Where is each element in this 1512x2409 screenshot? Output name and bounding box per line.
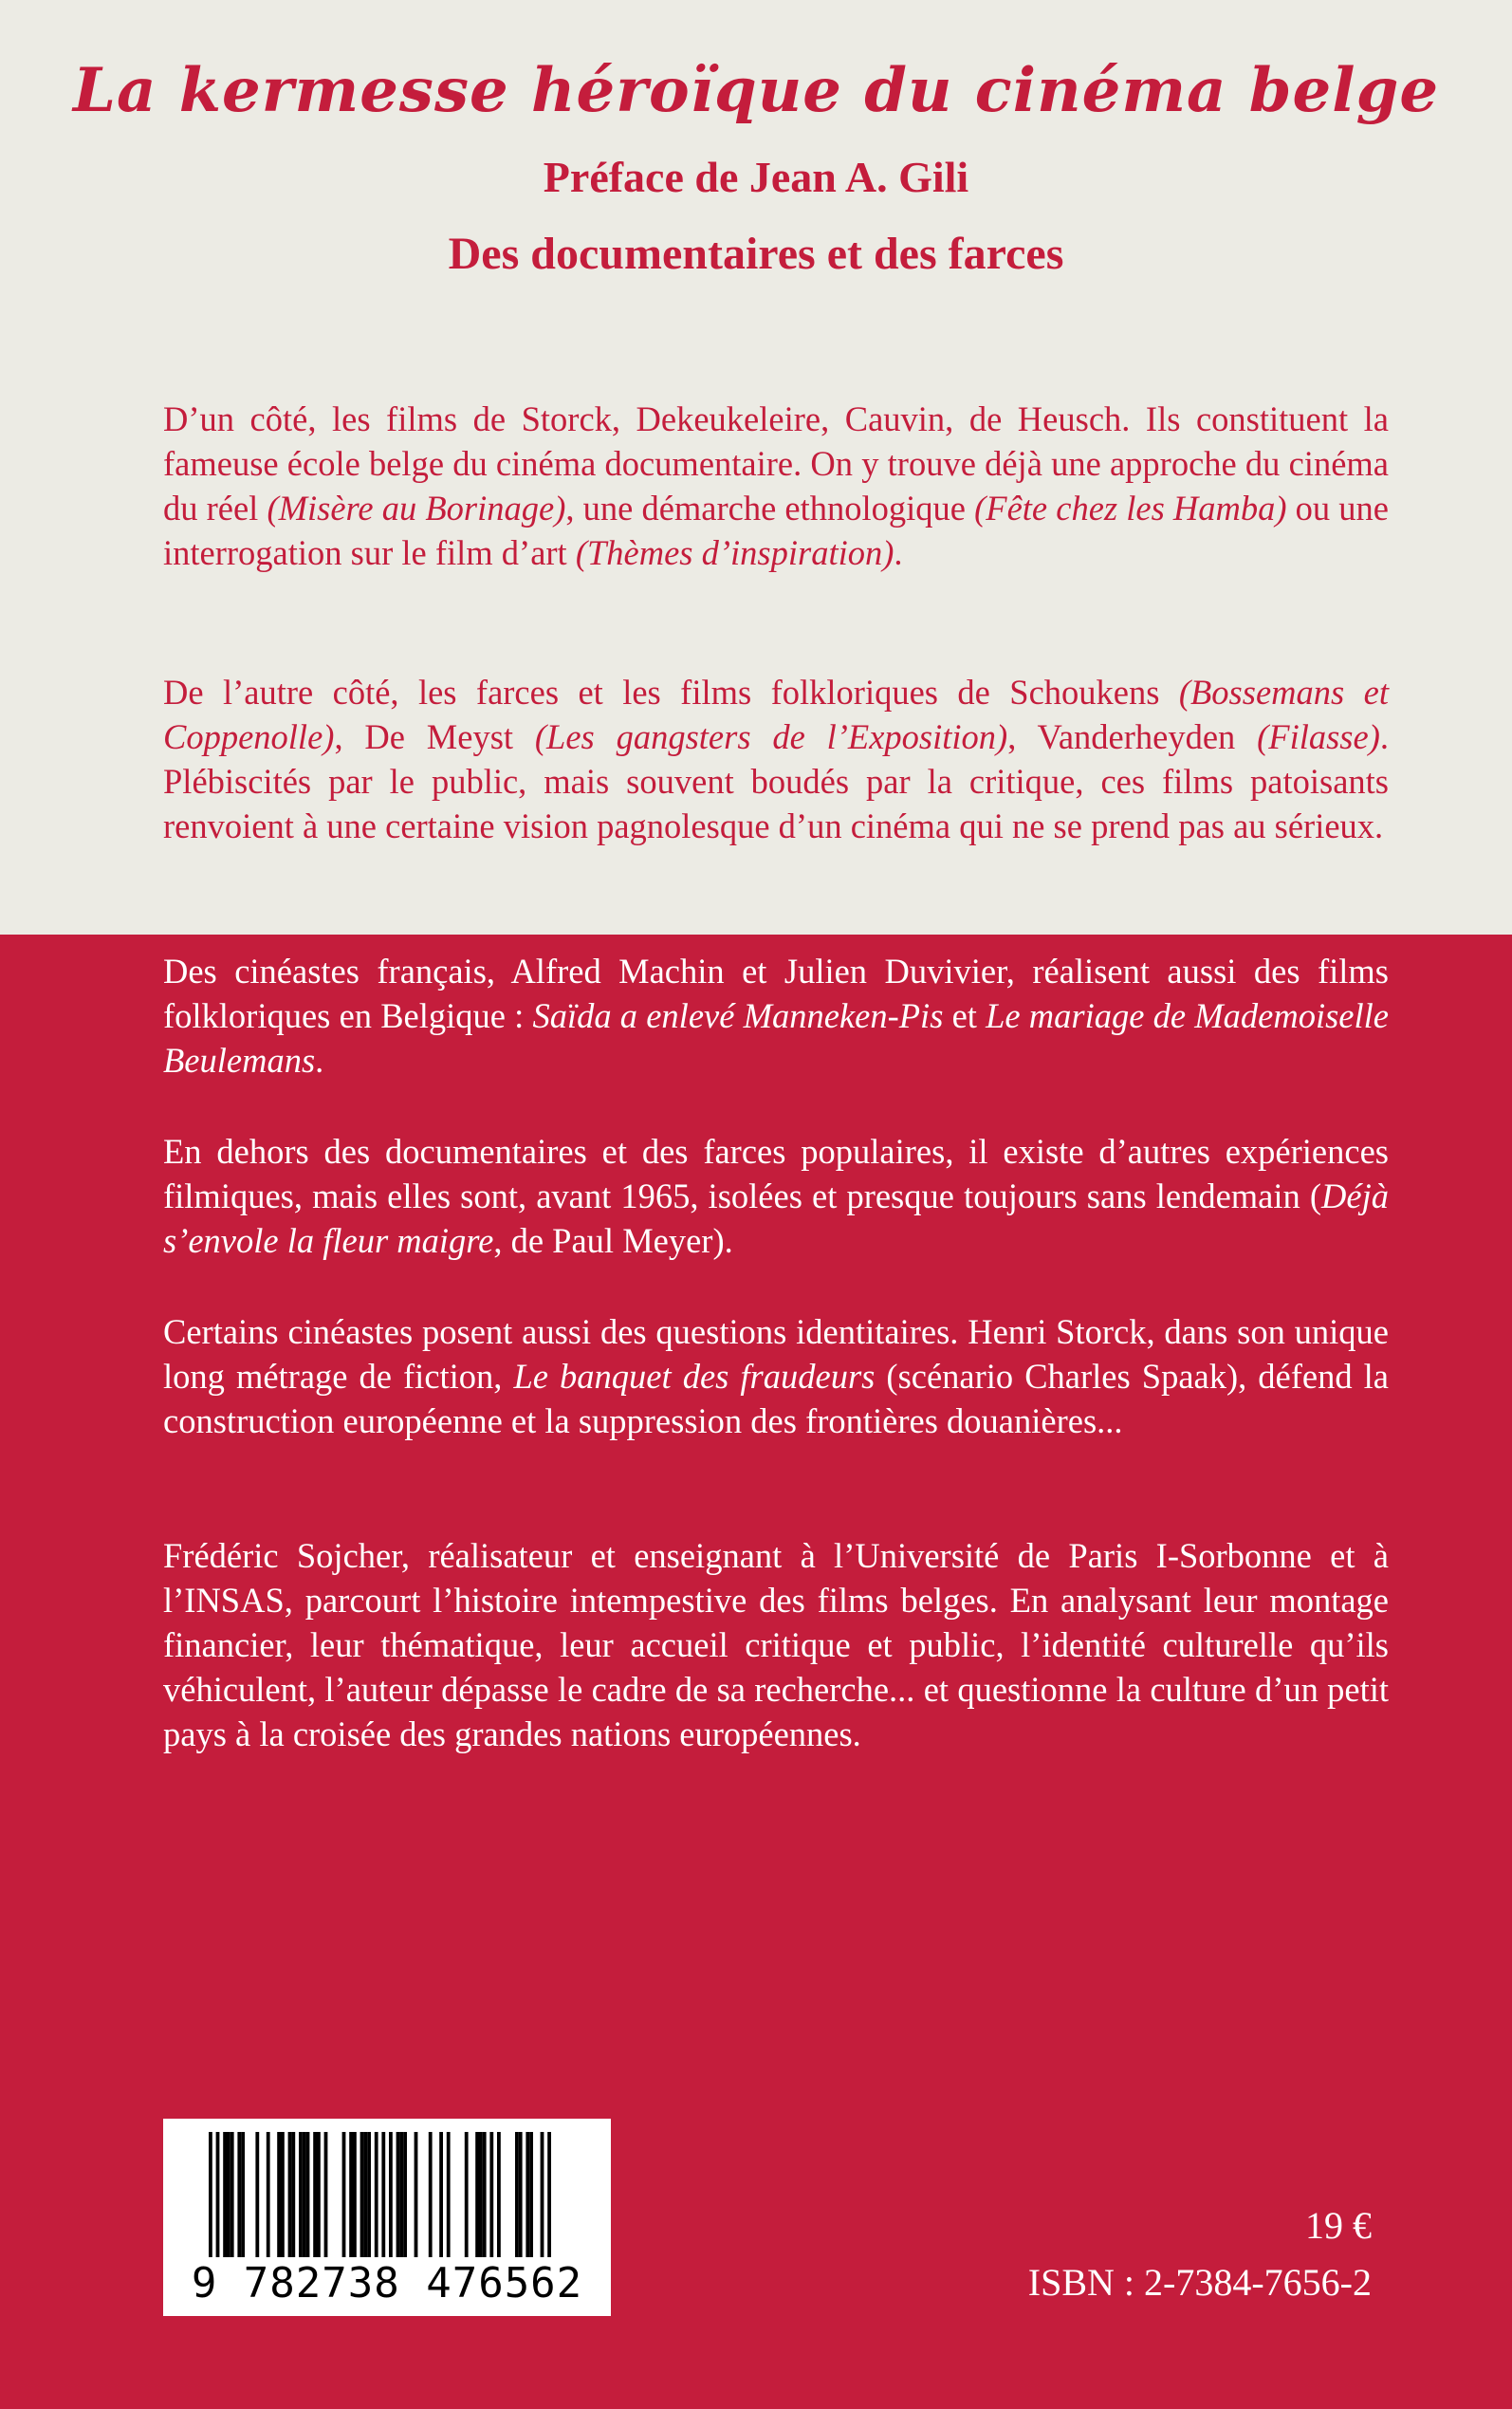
paragraph-text: ou une interrogation sur le film d’art [163, 489, 1390, 572]
barcode-bar [403, 2132, 407, 2257]
paragraph-text: , une démarche ethnologique [565, 489, 975, 528]
barcode-bar [291, 2132, 295, 2257]
barcode-bar [497, 2132, 501, 2257]
barcode-bar [299, 2132, 303, 2257]
paragraph-text: D’un côté, les films de Storck, Dekeukeleire, Cauvin, de Heusch. Ils constituent la fameuse école belge du cinéma documentaire. On y trouve déjà une approche du cinéma du réel [163, 399, 1389, 528]
barcode-bar [389, 2132, 393, 2257]
paragraph-other-experiences [163, 1129, 1389, 1263]
barcode-bar [479, 2132, 483, 2257]
barcode-bar [267, 2132, 270, 2257]
barcode-bar [209, 2132, 212, 2257]
barcode-bar [375, 2132, 378, 2257]
film-title-italic: (Filasse) [1257, 717, 1380, 756]
barcode-bar [547, 2132, 551, 2257]
paragraph-text: De l’autre côté, les farces et les films folkloriques de Schoukens [163, 673, 1179, 712]
barcode-bar [303, 2132, 306, 2257]
barcode-bar [541, 2132, 544, 2257]
cream-panel [0, 0, 1512, 935]
barcode-bar [277, 2132, 281, 2257]
paragraph-farces [163, 670, 1389, 848]
book-subtitle: Des documentaires et des farces [448, 229, 1064, 279]
barcode-bar [415, 2132, 418, 2257]
paragraph-text: et [943, 996, 986, 1035]
paragraph-text: . [315, 1041, 324, 1080]
paragraph-text: . Plébiscités par le public, mais souvent boudés par la critique, ces films patoisants renvoient à une certaine vision pagnolesque d’un cinéma qui ne se prend pas au sérieux. [163, 717, 1389, 845]
barcode-bar [223, 2132, 227, 2257]
isbn-label: ISBN : 2-7384-7656-2 [1027, 2261, 1372, 2304]
paragraph-text: En dehors des documentaires et des farces populaires, il existe d’autres expériences filmiques, mais elles sont, avant 1965, isolées et presque toujours sans lendemain ( [163, 1132, 1389, 1215]
preface-credit: Préface de Jean A. Gili [543, 153, 969, 201]
barcode-bar [324, 2132, 328, 2257]
barcode-bar [241, 2132, 245, 2257]
barcode-bar [281, 2132, 285, 2257]
barcode-bar [429, 2132, 433, 2257]
barcode-bar [447, 2132, 451, 2257]
barcode-bar [529, 2132, 533, 2257]
barcode-bar [227, 2132, 230, 2257]
barcode-bar [288, 2132, 292, 2257]
barcode-bar [363, 2132, 367, 2257]
paragraph-documentaries [163, 397, 1389, 575]
paragraph-author-bio [163, 1533, 1389, 1756]
barcode-bar [367, 2132, 371, 2257]
barcode-bar [519, 2132, 523, 2257]
barcode [163, 2119, 611, 2316]
film-title-italic: (Fête chez les Hamba) [974, 489, 1287, 528]
paragraph-text: . [894, 533, 903, 572]
barcode-bars [176, 2132, 598, 2257]
film-title-italic: Le mariage de Mademoiselle Beulemans [163, 996, 1389, 1080]
barcode-bar [230, 2132, 234, 2257]
barcode-bar [306, 2132, 310, 2257]
paragraph-text: (scénario Charles Spaak), défend la construction européenne et la suppression des frontières douanières... [163, 1357, 1389, 1440]
barcode-bar [475, 2132, 479, 2257]
film-title-italic: (Bossemans et Coppenolle) [163, 673, 1389, 756]
paragraph-text: , Vanderheyden [1007, 717, 1258, 756]
paragraph-text: Des cinéastes français, Alfred Machin et Julien Duvivier, réalisent aussi des films folkloriques en Belgique : [163, 952, 1389, 1035]
barcode-bar [465, 2132, 469, 2257]
barcode-bar [342, 2132, 346, 2257]
paragraph-text: , De Meyst [334, 717, 535, 756]
barcode-bar [317, 2132, 321, 2257]
barcode-bar [216, 2132, 220, 2257]
barcode-bar [237, 2132, 241, 2257]
paragraph-text: , de Paul Meyer). [493, 1221, 733, 1260]
barcode-bar [439, 2132, 443, 2257]
film-title-italic: Saïda a enlevé Manneken-Pis [532, 996, 944, 1035]
barcode-bar [360, 2132, 364, 2257]
barcode-bar [483, 2132, 487, 2257]
barcode-bar [353, 2132, 357, 2257]
barcode-bar [526, 2132, 529, 2257]
barcode-bar [349, 2132, 353, 2257]
paragraph-text: Frédéric Sojcher, réalisateur et enseignant à l’Université de Paris I-Sorbonne et à l’INSAS, parcourt l’histoire intempestive des films belges. En analysant leur montage financier, leur thématique, leur accueil critique et public, l’identité culturelle qu’ils véhiculent, l’auteur dépasse le cadre de sa recherche... et questionne la culture d’un petit pays à la croisée des grandes nations européennes. [163, 1536, 1389, 1753]
film-title-italic: Déjà s’envole la fleur maigre [163, 1177, 1389, 1260]
barcode-bar [399, 2132, 403, 2257]
barcode-bar [255, 2132, 259, 2257]
film-title-italic: (Misère au Borinage) [267, 489, 566, 528]
film-title-italic: (Les gangsters de l’Exposition) [534, 717, 1008, 756]
paragraph-identity-questions [163, 1309, 1389, 1443]
barcode-number: 9 782738 476562 [191, 2259, 583, 2307]
price-label: 19 € [1305, 2204, 1372, 2247]
paragraph-text: Certains cinéastes posent aussi des questions identitaires. Henri Storck, dans son unique long métrage de fiction, [163, 1312, 1389, 1396]
barcode-bar [396, 2132, 400, 2257]
barcode-bar [515, 2132, 519, 2257]
film-title-italic: Le banquet des fraudeurs [513, 1357, 876, 1396]
paragraph-french-filmmakers [163, 949, 1389, 1083]
film-title-italic: (Thèmes d’inspiration) [575, 533, 894, 572]
book-title: La kermesse héroïque du cinéma belge [72, 55, 1440, 126]
barcode-bar [313, 2132, 317, 2257]
barcode-bar [489, 2132, 493, 2257]
barcode-bar [381, 2132, 385, 2257]
